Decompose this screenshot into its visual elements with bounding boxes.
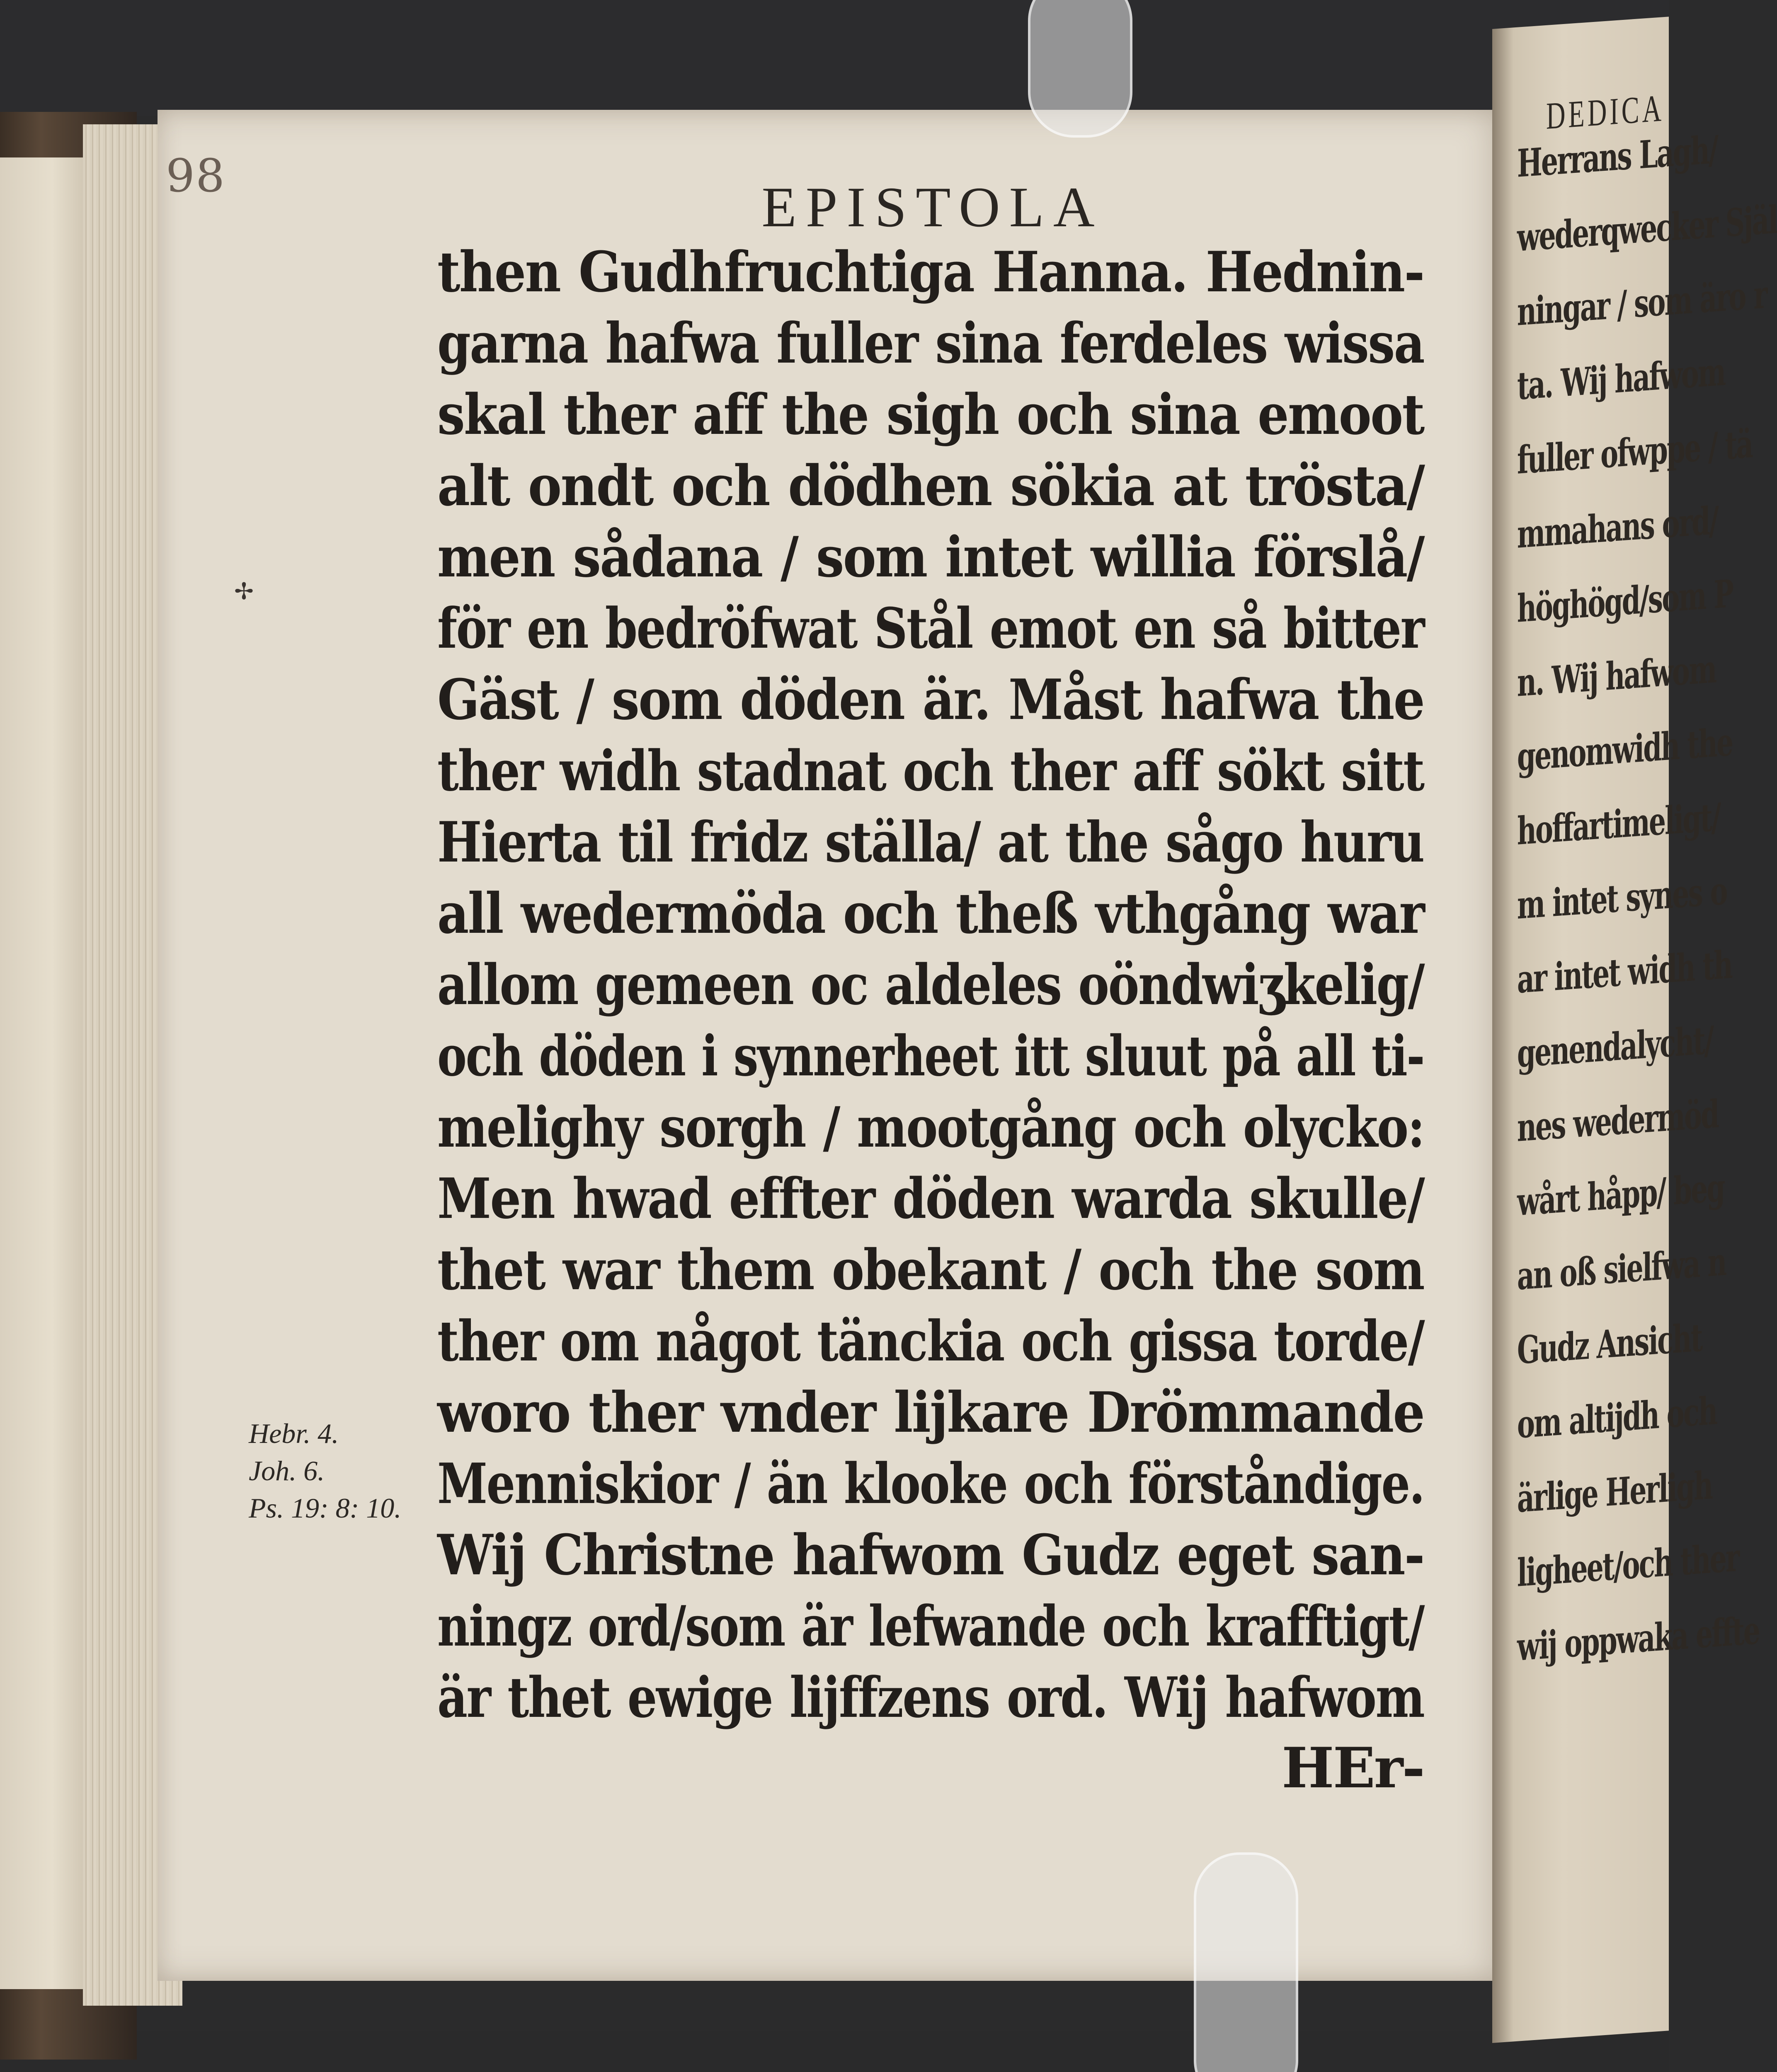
text-line: Wij Christne hafwom Gudz eget san- (437, 1522, 1424, 1588)
facing-page-line: ärlige Herligh (1517, 1462, 1712, 1521)
marginal-mark-icon: ✢ (234, 578, 254, 605)
facing-page-line: wårt håpp/ beg (1517, 1165, 1724, 1225)
facing-page-line: an oß sielfwa n (1517, 1239, 1726, 1299)
text-line: för en bedröfwat Stål emot en så bitter (437, 595, 1424, 661)
text-line: alt ondt och dödhen sökia at trösta/ (437, 453, 1424, 518)
background-bottom (0, 2031, 1669, 2072)
facing-page-line: mmahans ord/ (1517, 498, 1718, 557)
facing-page-lines (1517, 116, 1777, 1685)
book-clip-bottom (1194, 1852, 1298, 2072)
facing-page-line: Gudz Ansicht (1517, 1315, 1702, 1373)
facing-page-line: hoffartimeligt/ (1517, 794, 1720, 854)
facing-page-line: fuller ofwppe / tä (1517, 421, 1753, 483)
catchword: HEr- (1282, 1735, 1424, 1801)
text-line: then Gudhfruchtiga Hanna. Hednin- (437, 239, 1424, 305)
facing-page-line: m intet synes o (1517, 868, 1727, 928)
facing-page-line: n. Wij hafwom (1517, 646, 1716, 705)
facing-page-line: ningar / som äro r (1517, 272, 1767, 334)
book-clip-top (1028, 0, 1132, 138)
running-head: EPISTOLA (761, 175, 1104, 239)
text-line: Men hwad effter döden warda skulle/ (437, 1166, 1424, 1231)
text-line: ther om något tänckia och gissa torde/ (437, 1308, 1424, 1374)
facing-page-head: DEDICA (1546, 86, 1665, 137)
text-line: och döden i synnerheet itt sluut på all ti- (437, 1023, 1424, 1089)
facing-page-line: nes wedermöd (1517, 1091, 1719, 1150)
facing-page-line: höghögd/som P (1517, 571, 1733, 631)
folio-number: 98 (166, 149, 225, 202)
text-line: garna hafwa fuller sina ferdeles wissa (437, 310, 1424, 376)
background-top (0, 0, 1669, 116)
text-line: allom gemeen oc aldeles oöndwiʒkelig/ (437, 952, 1424, 1017)
text-line: Hierta til fridz ställa/ at the sågo huru (437, 809, 1424, 875)
text-line: woro ther vnder lijkare Drömmande (437, 1380, 1424, 1445)
text-line: ningz ord/som är lefwande och krafftigt/ (437, 1593, 1424, 1659)
facing-page-line: om altijdh och (1517, 1388, 1717, 1447)
facing-page-line: ligheet/och ther (1517, 1535, 1739, 1595)
text-line: är thet ewige lijffzens ord. Wij hafwom (437, 1665, 1424, 1730)
left-leaf (0, 157, 90, 1989)
marginal-reference: Joh. 6. (249, 1455, 325, 1486)
marginal-reference: Ps. 19: 8: 10. (249, 1492, 402, 1524)
text-line: thet war them obekant / och the som (437, 1237, 1424, 1302)
text-line: ther widh stadnat och ther aff sökt sitt (437, 738, 1424, 804)
recto-page-facing (1492, 17, 1777, 2043)
facing-page-line: ta. Wij hafwom (1517, 349, 1725, 409)
facing-page-line: ar intet widh th (1517, 942, 1732, 1002)
facing-page-line: wederqwecker Själ (1517, 197, 1777, 260)
facing-page-line: genendalycht/ (1517, 1017, 1713, 1076)
text-line: melighy sorgh / mootgång och olycko: (437, 1094, 1424, 1160)
text-line: skal ther aff the sigh och sina emoot (437, 382, 1424, 447)
main-text-block (437, 236, 1424, 1733)
facing-page-line: wij oppwaka effte (1517, 1607, 1760, 1670)
text-line: Menniskior / än klooke och förståndige. (437, 1451, 1424, 1516)
facing-page-line: Herrans Lagh/ (1517, 127, 1717, 186)
text-line: men sådana / som intet willia förslå/ (437, 524, 1424, 590)
marginal-reference: Hebr. 4. (249, 1418, 339, 1449)
text-line: Gäst / som döden är. Måst hafwa the (437, 667, 1424, 732)
facing-page-line: genomwidh the (1517, 719, 1733, 779)
text-line: all wedermöda och theß vthgång war (437, 881, 1424, 946)
